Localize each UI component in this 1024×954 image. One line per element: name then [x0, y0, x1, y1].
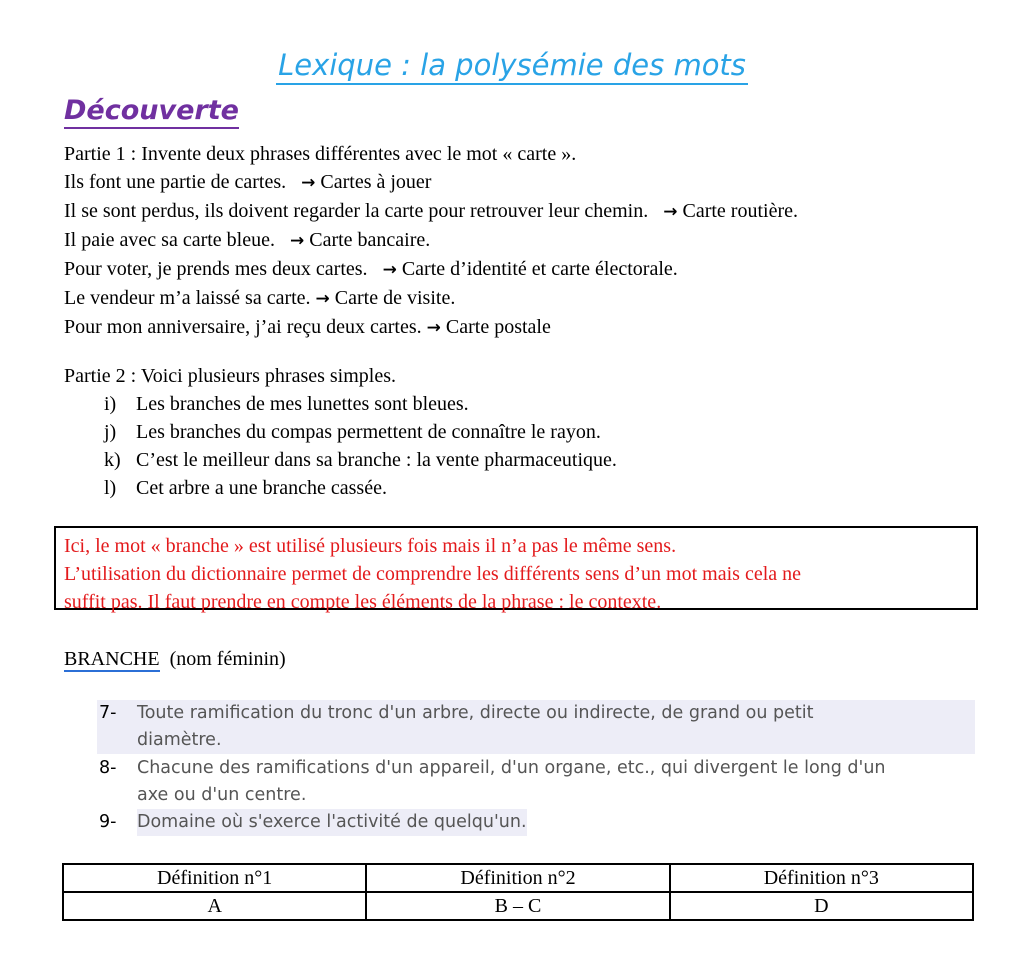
list-item: i) Les branches de mes lunettes sont bleues. [104, 390, 617, 418]
list-marker: k) [104, 449, 121, 471]
sentence-line: Le vendeur m’a laissé sa carte. → Carte de visite. [64, 287, 456, 309]
sentence-line: Pour voter, je prends mes deux cartes. → Carte d’identité et carte électorale. [64, 258, 678, 280]
table-row [63, 892, 973, 920]
definition-number: 7- [99, 703, 117, 723]
table-header-cell: Définition n°2 [366, 864, 669, 892]
sentence-line: Il paie avec sa carte bleue. → Carte bancaire. [64, 229, 431, 251]
table-cell: B – C [366, 892, 669, 920]
definition-list [97, 700, 975, 754]
definition-item: 9- Domaine où s'exerce l'activité de quelqu'un. [97, 809, 527, 836]
partie1-heading: Partie 1 : Invente deux phrases différentes avec le mot « carte ». [64, 143, 577, 165]
arrow-icon: → [315, 289, 330, 309]
table-cell: A [63, 892, 366, 920]
partie2-heading: Partie 2 : Voici plusieurs phrases simples. [64, 365, 397, 387]
ordered-list [104, 390, 617, 502]
section-heading: Découverte [64, 96, 239, 129]
arrow-icon: → [289, 231, 305, 251]
list-marker: i) [104, 393, 117, 415]
partie1-block [64, 140, 798, 342]
arrow-icon: → [663, 202, 678, 222]
definition-list [97, 755, 975, 809]
partie2-block [64, 362, 396, 390]
arrow-icon: → [426, 318, 441, 338]
definitions-table [62, 863, 974, 921]
arrow-icon: → [382, 260, 397, 280]
table-header-cell: Définition n°3 [670, 864, 973, 892]
sentence-line: Pour mon anniversaire, j’ai reçu deux cartes. → Carte postale [64, 316, 551, 338]
list-marker: l) [104, 477, 117, 499]
list-item: k) C’est le meilleur dans sa branche : la vente pharmaceutique. [104, 446, 617, 474]
definition-number: 9- [99, 812, 117, 832]
list-item: j) Les branches du compas permettent de connaître le rayon. [104, 418, 617, 446]
note-line: L’utilisation du dictionnaire permet de comprendre les différents sens d’un mot mais cela ne [64, 563, 802, 585]
entry-word: BRANCHE [64, 648, 160, 670]
entry-category: (nom féminin) [169, 648, 286, 670]
table-header-row [63, 864, 973, 892]
note-line: suffit pas. Il faut prendre en compte les éléments de la phrase : le contexte. [64, 591, 662, 613]
table-cell: D [670, 892, 973, 920]
context-note-box [54, 526, 978, 613]
definition-number: 8- [99, 758, 117, 778]
definition-item: 8- Chacune des ramifications d'un appareil, d'un organe, etc., qui divergent le long d'un axe ou d'un centre. [97, 755, 975, 809]
sentence-line: Il se sont perdus, ils doivent regarder la carte pour retrouver leur chemin. → Carte routière. [64, 200, 798, 222]
list-marker: j) [104, 421, 117, 443]
definition-list [97, 809, 527, 836]
list-item: l) Cet arbre a une branche cassée. [104, 474, 617, 502]
definition-item: 7- Toute ramification du tronc d'un arbre, directe ou indirecte, de grand ou petit diamètre. [97, 700, 975, 754]
sentence-line: Ils font une partie de cartes. → Cartes à jouer [64, 171, 432, 193]
page-title: Lexique : la polysémie des mots [0, 48, 1024, 82]
note-line: Ici, le mot « branche » est utilisé plusieurs fois mais il n’a pas le même sens. [64, 535, 677, 557]
dictionary-entry-header [64, 646, 286, 672]
table-header-cell: Définition n°1 [63, 864, 366, 892]
arrow-icon: → [301, 173, 316, 193]
